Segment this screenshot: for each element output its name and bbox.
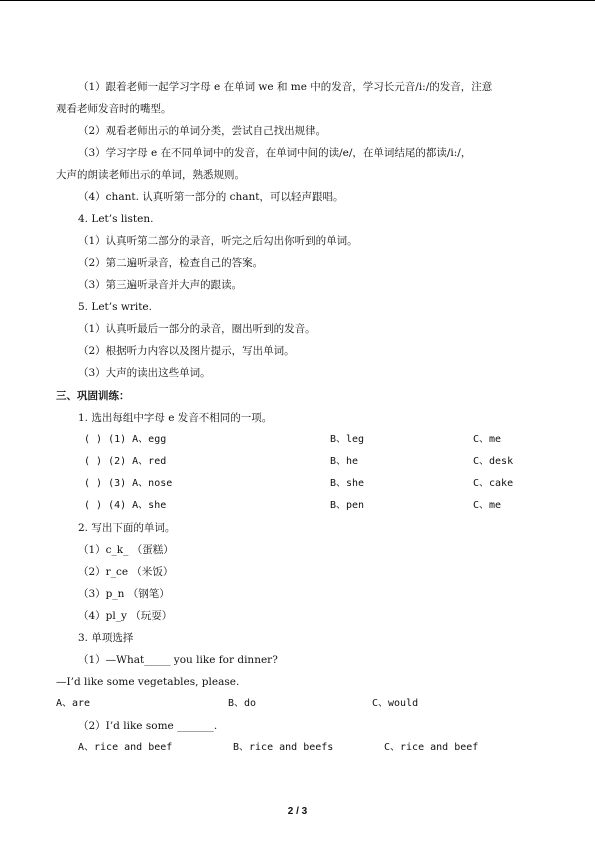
q3-title: 3. 单项选择: [78, 632, 134, 644]
q2-title: 2. 写出下面的单词。: [78, 522, 176, 534]
step-line-9: （2）第二遍听录音，检查自己的答案。: [78, 257, 264, 269]
q2-item-1: （1）c_k_ （蛋糕）: [78, 544, 174, 556]
step-line-8: （1）认真听第二部分的录音，听完之后勾出你听到的单词。: [78, 235, 358, 247]
section-title: 三、巩固训练：: [56, 390, 130, 402]
q2-item-3: （3）p_n （钢笔）: [78, 588, 170, 600]
q3-q2-option-c: C、rice and beef: [384, 742, 479, 753]
q2-item-2: （2）r_ce （米饭）: [78, 566, 174, 578]
q1-title: 1. 选出每组中字母 e 发音不相同的一项。: [78, 412, 273, 424]
step-line-3: （2）观看老师出示的单词分类，尝试自己找出规律。: [78, 125, 327, 137]
q1-row3-b: B、she: [330, 478, 365, 489]
q1-row3-a: ( ) (3) A、nose: [84, 478, 173, 489]
q1-row4-b: B、pen: [330, 500, 365, 511]
q1-row1-a: ( ) (1) A、egg: [84, 434, 167, 445]
step-line-12: （1）认真听最后一部分的录音，圈出听到的发音。: [78, 323, 316, 335]
q3-question-1: （1）—What_____ you like for dinner?: [78, 654, 278, 666]
q1-row3-c: C、cake: [473, 478, 514, 489]
q1-row2-b: B、he: [330, 456, 359, 467]
step-heading-write: 5. Let’s write.: [78, 301, 152, 313]
step-line-14: （3）大声的读出这些单词。: [78, 367, 211, 379]
step-line-2: 观看老师发音时的嘴型。: [56, 103, 172, 115]
step-line-10: （3）第三遍听录音并大声的跟读。: [78, 279, 243, 291]
q3-question-2: （2）I’d like some _______.: [78, 720, 218, 732]
q3-q1-option-c: C、would: [372, 698, 419, 709]
q1-row2-c: C、desk: [473, 456, 514, 467]
q1-row4-a: ( ) (4) A、she: [84, 500, 167, 511]
step-line-4: （3）学习字母 e 在不同单词中的发音，在单词中间的读/e/，在单词结尾的都读/i:/，: [78, 147, 472, 159]
step-line-13: （2）根据听力内容以及图片提示，写出单词。: [78, 345, 295, 357]
q3-q1-option-a: A、are: [56, 698, 91, 709]
step-heading-listen: 4. Let’s listen.: [78, 213, 154, 225]
q1-row4-c: C、me: [473, 500, 502, 511]
q1-row1-c: C、me: [473, 434, 502, 445]
step-line-5: 大声的朗读老师出示的单词，熟悉规则。: [56, 169, 245, 181]
page-number: 2 / 3: [287, 806, 308, 817]
q3-q2-option-b: B、rice and beefs: [233, 742, 334, 753]
q3-q2-option-a: A、rice and beef: [78, 742, 173, 753]
q3-answer-1: —I’d like some vegetables, please.: [56, 676, 240, 688]
q1-row2-a: ( ) (2) A、red: [84, 456, 167, 467]
q3-q1-option-b: B、do: [228, 698, 257, 709]
top-rule: [0, 0, 595, 1]
q1-row1-b: B、leg: [330, 434, 365, 445]
step-line-6: （4）chant. 认真听第一部分的 chant，可以轻声跟唱。: [78, 191, 344, 203]
step-line-1: （1）跟着老师一起学习字母 e 在单词 we 和 me 中的发音，学习长元音/i:/的发音，注意: [78, 81, 493, 93]
q2-item-4: （4）pl_y （玩耍）: [78, 610, 173, 622]
